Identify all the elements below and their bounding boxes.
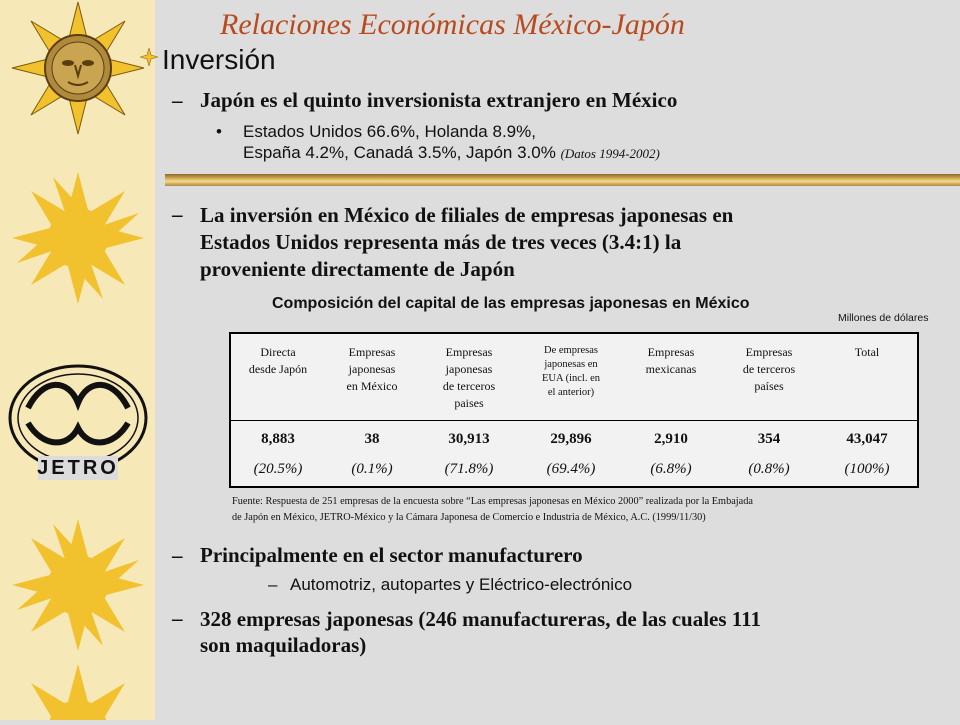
point-3: Principalmente en el sector manufacturero <box>200 543 583 567</box>
slide-title: Relaciones Económicas México-Japón <box>220 8 685 41</box>
dash-marker: – <box>268 575 278 594</box>
table-percent: (6.8%) <box>650 461 692 477</box>
jetro-logo-text: JETRO <box>37 457 119 479</box>
table-percent: (0.8%) <box>748 461 790 477</box>
capital-composition-table <box>229 332 919 488</box>
point-4 <box>200 606 761 658</box>
header-line: Empresas <box>445 345 493 359</box>
dash-marker: – <box>172 543 183 567</box>
header-line: mexicanas <box>645 362 697 376</box>
table-percent: (100%) <box>844 461 890 477</box>
bullet-marker: • <box>216 122 222 141</box>
header-line: paises <box>454 396 484 410</box>
point-1-sub-text: España 4.2%, Canadá 3.5%, Japón 3.0% <box>243 143 556 162</box>
point-4-line: son maquiladoras) <box>200 633 367 657</box>
point-1-sub-line-2 <box>243 143 660 163</box>
header-line: De empresas <box>544 345 598 356</box>
source-line: de Japón en México, JETRO-México y la Cámara Japonesa de Comercio e Industria de México, A.C. (1999/11/30) <box>232 512 706 523</box>
table-header-en-mexico <box>325 344 419 395</box>
header-line: Empresas <box>745 345 793 359</box>
point-2-line: La inversión en México de filiales de empresas japonesas en <box>200 203 734 227</box>
table-percent: (69.4%) <box>546 461 596 477</box>
table-value: 38 <box>364 431 380 447</box>
table-header-terceros <box>721 344 817 395</box>
header-line: EUA (incl. en <box>541 373 601 384</box>
table-value: 30,913 <box>448 431 490 447</box>
point-2-line: Estados Unidos representa más de tres veces (3.4:1) la <box>200 230 682 254</box>
dash-marker: – <box>172 202 183 226</box>
header-line: desde Japón <box>248 362 308 376</box>
table-source-note <box>232 494 922 526</box>
header-line: japonesas en <box>544 359 598 370</box>
data-period-note: (Datos 1994-2002) <box>560 146 660 161</box>
sun-icon <box>12 664 144 720</box>
point-3-sub: Automotriz, autopartes y Eléctrico-electrónico <box>290 575 633 594</box>
table-header-directa <box>231 344 325 378</box>
point-2-line: proveniente directamente de Japón <box>200 257 515 281</box>
table-value: 29,896 <box>550 431 592 447</box>
header-line: de terceros <box>442 379 496 393</box>
source-line: Fuente: Respuesta de 251 empresas de la encuesta sobre “Las empresas japonesas en México 2000” realizada por la Embajada <box>232 496 753 507</box>
sun-face-icon <box>12 2 144 134</box>
header-line: Total <box>854 345 880 359</box>
header-line: japonesas <box>445 362 493 376</box>
point-2 <box>200 202 733 283</box>
point-1-sub-line-1: Estados Unidos 66.6%, Holanda 8.9%, <box>243 122 536 141</box>
table-header-eua <box>523 344 619 400</box>
header-line: Directa <box>260 345 296 359</box>
table-units: Millones de dólares <box>838 312 929 324</box>
section-heading: Inversión <box>162 44 276 75</box>
header-line: el anterior) <box>547 387 595 398</box>
table-percent: (0.1%) <box>351 461 393 477</box>
table-percent: (20.5%) <box>253 461 303 477</box>
table-value: 8,883 <box>261 431 295 447</box>
dash-marker: – <box>172 88 183 112</box>
table-value: 43,047 <box>846 431 888 447</box>
star-bullet-icon <box>140 48 158 66</box>
table-percent: (71.8%) <box>444 461 494 477</box>
sun-decorations <box>0 0 155 720</box>
table-header-total <box>819 344 915 361</box>
table-value: 2,910 <box>654 431 688 447</box>
header-line: de terceros <box>742 362 796 376</box>
table-header-mexicanas <box>623 344 719 378</box>
dash-marker: – <box>172 606 183 630</box>
header-line: Empresas <box>647 345 695 359</box>
table-title: Composición del capital de las empresas japonesas en México <box>272 295 750 312</box>
table-header-terceros-paises <box>419 344 519 412</box>
sun-icon <box>12 519 144 651</box>
header-line: en México <box>346 379 398 393</box>
point-1: Japón es el quinto inversionista extranjero en México <box>200 88 678 112</box>
header-line: japonesas <box>348 362 396 376</box>
header-line: países <box>754 379 784 393</box>
table-divider <box>231 420 917 421</box>
point-4-line: 328 empresas japonesas (246 manufactureras, de las cuales 111 <box>200 607 761 631</box>
header-line: Empresas <box>348 345 396 359</box>
sun-icon <box>12 172 144 304</box>
table-value: 354 <box>757 431 781 447</box>
decorative-sidebar <box>0 0 155 720</box>
gold-divider <box>165 174 960 186</box>
jetro-logo <box>10 366 146 480</box>
